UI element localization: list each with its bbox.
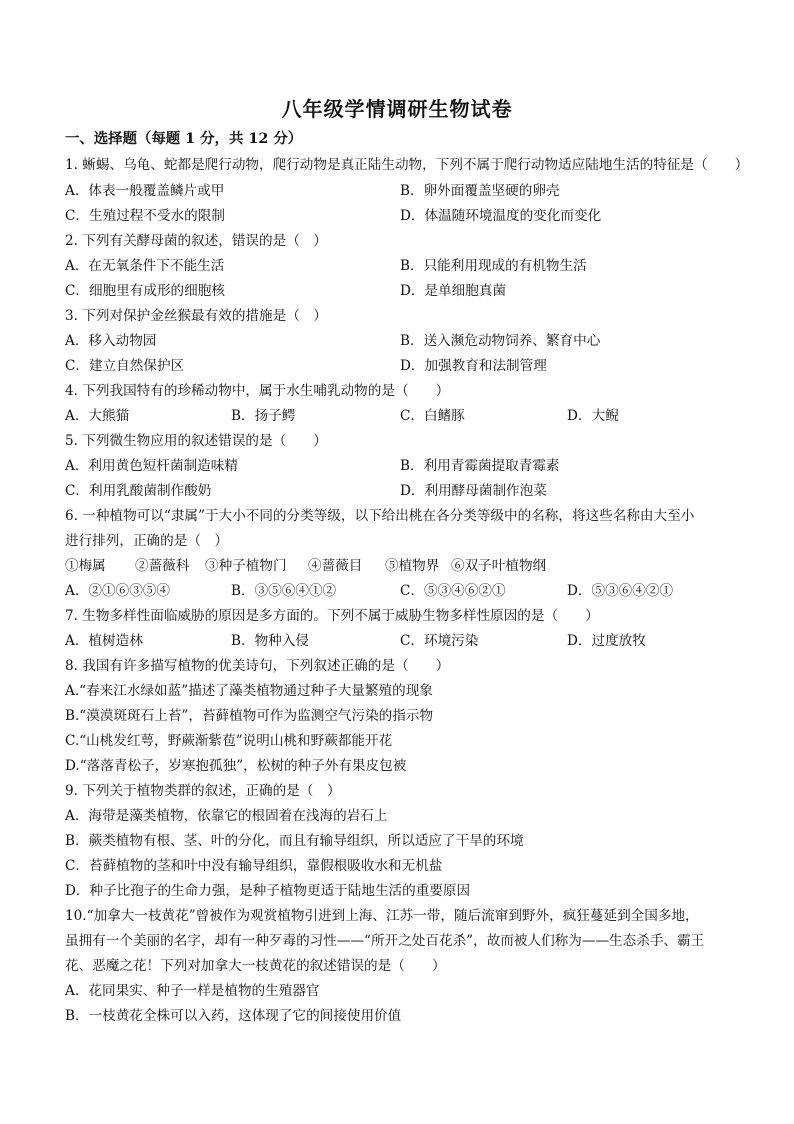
option-d[interactable]: D．体温随环境温度的变化而变化 bbox=[400, 208, 602, 224]
question-3-stem: 3. 下列对保护金丝猴最有效的措施是（ ） bbox=[65, 308, 327, 324]
option-b[interactable]: B．扬子鳄 bbox=[231, 408, 296, 424]
option-d[interactable]: D.“落落青松子，岁寒抱孤独”，松树的种子外有果皮包被 bbox=[65, 758, 407, 774]
option-c[interactable]: C．⑤③④⑥②① bbox=[400, 583, 506, 599]
option-a[interactable]: A．在无氧条件下不能生活 bbox=[65, 258, 225, 274]
question-10-stem-line3: 花、恶魔之花！下列对加拿大一枝黄花的叙述错误的是（ ） bbox=[65, 958, 446, 974]
option-c[interactable]: C．利用乳酸菌制作酸奶 bbox=[65, 483, 212, 499]
question-5-stem: 5. 下列微生物应用的叙述错误的是（ ） bbox=[65, 433, 327, 449]
option-c[interactable]: C．生殖过程不受水的限制 bbox=[65, 208, 225, 224]
option-c[interactable]: C．环境污染 bbox=[400, 633, 479, 649]
question-8-stem: 8. 我国有许多描写植物的优美诗句，下列叙述正确的是（ ） bbox=[65, 658, 450, 674]
option-d[interactable]: D．过度放牧 bbox=[567, 633, 646, 649]
rank-item: ①梅属 bbox=[65, 558, 106, 574]
option-b[interactable]: B．物种入侵 bbox=[231, 633, 309, 649]
question-6-stem-line1: 6. 一种植物可以“隶属”于大小不同的分类等级，以下给出桃在各分类等级中的名称，将这些名称由大至小 bbox=[65, 508, 695, 524]
question-10-stem-line2: 虽拥有一个美丽的名字，却有一种歹毒的习性——“所开之处百花杀”，故而被人们称为——生态杀手、霸王 bbox=[65, 933, 705, 949]
question-9-stem: 9. 下列关于植物类群的叙述，正确的是（ ） bbox=[65, 783, 341, 799]
option-d[interactable]: D．种子比孢子的生命力强，是种子植物更适于陆地生活的重要原因 bbox=[65, 883, 471, 899]
question-10-stem-line1: 10.“加拿大一枝黄花”曾被作为观赏植物引进到上海、江苏一带，随后流窜到野外，疯狂蔓延到全国多地， bbox=[65, 908, 699, 924]
rank-item: ④蔷薇目 bbox=[308, 558, 363, 574]
option-b[interactable]: B．利用青霉菌提取青霉素 bbox=[400, 458, 560, 474]
option-a[interactable]: A．海带是藻类植物，依靠它的根固着在浅海的岩石上 bbox=[65, 808, 388, 824]
option-a[interactable]: A．花同果实、种子一样是植物的生殖器官 bbox=[65, 983, 320, 999]
rank-item: ⑤植物界 bbox=[385, 558, 440, 574]
page-title: 八年级学情调研生物试卷 bbox=[281, 97, 513, 121]
rank-item: ②蔷薇科 bbox=[135, 558, 190, 574]
question-6-stem-line2: 进行排列，正确的是（ ） bbox=[65, 533, 229, 549]
option-c[interactable]: C.“山桃发红萼，野蕨渐紫苞”说明山桃和野蕨都能开花 bbox=[65, 733, 393, 749]
option-a[interactable]: A．移入动物园 bbox=[65, 333, 157, 349]
question-7-stem: 7. 生物多样性面临威胁的原因是多方面的。下列不属于威胁生物多样性原因的是（ ） bbox=[65, 608, 599, 624]
option-b[interactable]: B．③⑤⑥④①② bbox=[231, 583, 337, 599]
option-a[interactable]: A.“春来江水绿如蓝”描述了藻类植物通过种子大量繁殖的现象 bbox=[65, 683, 433, 699]
rank-item: ⑥双子叶植物纲 bbox=[451, 558, 547, 574]
option-b[interactable]: B．只能利用现成的有机物生活 bbox=[400, 258, 587, 274]
option-a[interactable]: A．植树造林 bbox=[65, 633, 143, 649]
option-d[interactable]: D．是单细胞真菌 bbox=[400, 283, 507, 299]
option-c[interactable]: C．细胞里有成形的细胞核 bbox=[65, 283, 225, 299]
question-4-stem: 4. 下列我国特有的珍稀动物中，属于水生哺乳动物的是（ ） bbox=[65, 383, 450, 399]
option-d[interactable]: D．⑤③⑥④②① bbox=[567, 583, 674, 599]
question-1-stem: 1. 蜥蜴、乌龟、蛇都是爬行动物，爬行动物是真正陆生动物，下列不属于爬行动物适应陆地生活的特征是（ ） bbox=[65, 157, 749, 173]
option-d[interactable]: D．利用酵母菌制作泡菜 bbox=[400, 483, 547, 499]
option-b[interactable]: B．蕨类植物有根、茎、叶的分化，而且有输导组织，所以适应了干旱的环境 bbox=[65, 833, 524, 849]
option-b[interactable]: B.“漠漠斑斑石上苔”，苔藓植物可作为监测空气污染的指示物 bbox=[65, 708, 434, 724]
option-b[interactable]: B．送入濒危动物饲养、繁育中心 bbox=[400, 333, 601, 349]
option-c[interactable]: C．苔藓植物的茎和叶中没有输导组织，靠假根吸收水和无机盐 bbox=[65, 858, 443, 874]
rank-item: ③种子植物门 bbox=[205, 558, 287, 574]
option-d[interactable]: D．加强教育和法制管理 bbox=[400, 358, 547, 374]
option-a[interactable]: A．②①⑥③⑤④ bbox=[65, 583, 170, 599]
option-a[interactable]: A．利用黄色短杆菌制造味精 bbox=[65, 458, 238, 474]
option-a[interactable]: A．大熊猫 bbox=[65, 408, 130, 424]
option-c[interactable]: C．建立自然保护区 bbox=[65, 358, 185, 374]
option-a[interactable]: A．体表一般覆盖鳞片或甲 bbox=[65, 183, 225, 199]
question-2-stem: 2. 下列有关酵母菌的叙述，错误的是（ ） bbox=[65, 233, 327, 249]
section-heading: 一、选择题（每题 1 分，共 12 分） bbox=[65, 130, 303, 147]
option-c[interactable]: C．白鳍豚 bbox=[400, 408, 465, 424]
option-b[interactable]: B．一枝黄花全株可以入药，这体现了它的间接使用价值 bbox=[65, 1008, 402, 1024]
option-b[interactable]: B．卵外面覆盖坚硬的卵壳 bbox=[400, 183, 560, 199]
option-d[interactable]: D．大鲵 bbox=[567, 408, 619, 424]
